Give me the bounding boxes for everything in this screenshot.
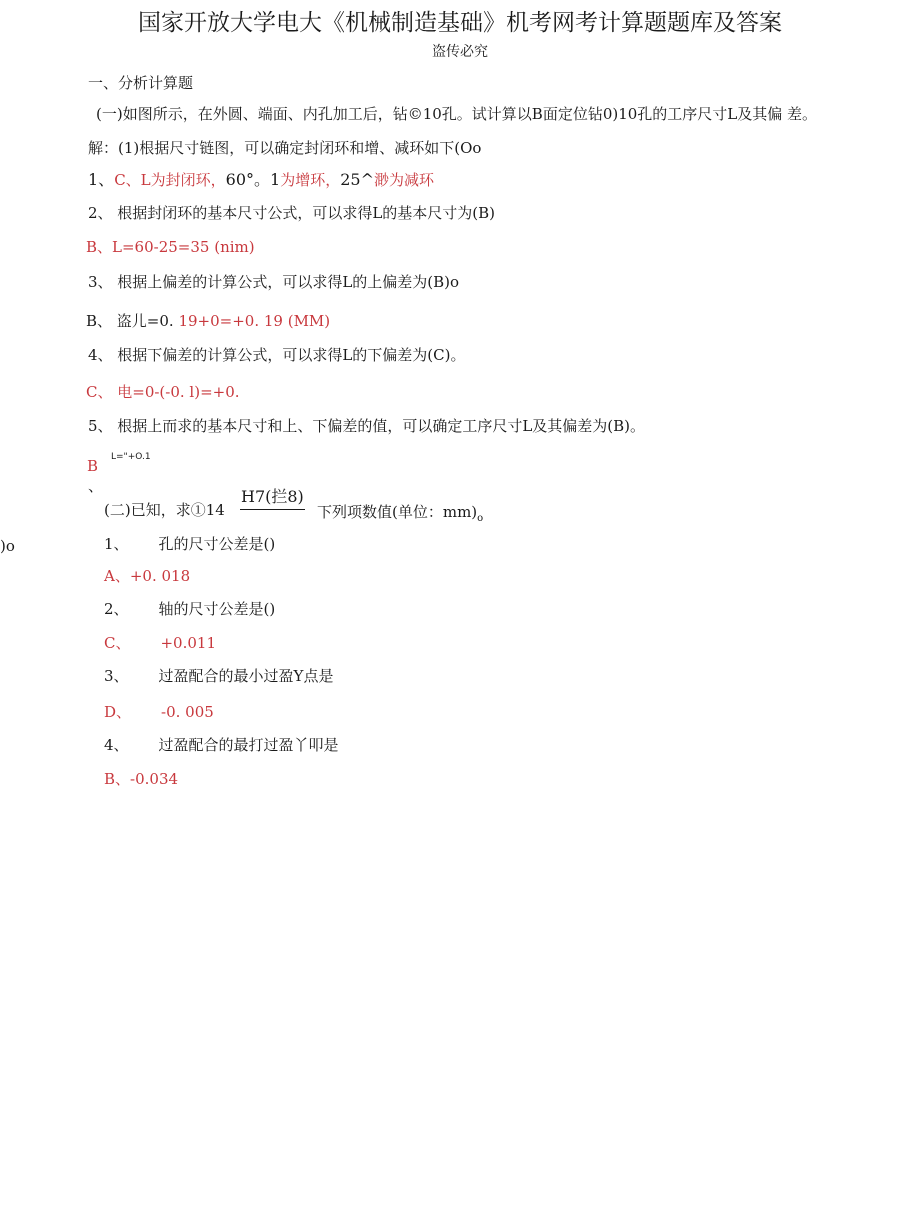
step-5: 5、 根据上而求的基本尺寸和上、下偏差的值，可以确定工序尺寸L及其偏差为(B)。 bbox=[88, 417, 646, 435]
step-5-answer-mark: 、 bbox=[88, 477, 104, 495]
sub-question-4-number: 4、 bbox=[104, 736, 129, 754]
sub-question-2-number: 2、 bbox=[104, 600, 129, 618]
step-3-answer-prefix: B、 盗儿=0. bbox=[86, 312, 174, 330]
sub-question-1-number: 1、 bbox=[104, 535, 129, 553]
step-1-number: 1、 bbox=[88, 170, 115, 189]
sub-answer-4-letter: B、 bbox=[104, 770, 131, 788]
step-2-answer: B、L=60-25=35 (nim) bbox=[86, 238, 255, 256]
sub-answer-3-letter: D、 bbox=[104, 703, 132, 721]
question-text: (一)如图所示，在外圆、端面、内孔加工后，钻©10孔。试计算以B面定位钻0)10孔的工序尺寸L及其偏 差。 bbox=[96, 105, 818, 123]
sub-answer-2 bbox=[104, 633, 216, 653]
sub-question-1-text: 孔的尺寸公差是() bbox=[158, 535, 276, 553]
step-1-answer-c: 为增环， bbox=[280, 171, 341, 189]
sub-question-3-number: 3、 bbox=[104, 667, 129, 685]
step-4: 4、 根据下偏差的计算公式，可以求得L的下偏差为(C)。 bbox=[88, 346, 466, 364]
step-4-answer-value: =0-(-0. l)=+0. bbox=[132, 383, 240, 401]
step-5-answer-formula: L="+O.1 bbox=[111, 452, 151, 462]
step-3-answer bbox=[86, 311, 330, 331]
section-2-intro-prefix: (二)已知，求①14 bbox=[104, 501, 225, 519]
solution-intro: 解：(1)根据尺寸链图，可以确定封闭环和增、减环如下(Oo bbox=[88, 139, 482, 157]
step-1-answer-a: C、L为封闭环， bbox=[114, 171, 226, 189]
fit-fraction: H7(拦8) bbox=[240, 487, 305, 510]
step-1-answer-b: 60°。1 bbox=[225, 170, 281, 189]
sub-question-1 bbox=[104, 534, 275, 554]
section-heading: 一、分析计算题 bbox=[88, 74, 194, 92]
sub-answer-2-letter: C、 bbox=[104, 634, 131, 652]
step-1-answer-e: 渺为减环 bbox=[373, 171, 434, 189]
section-2-intro-end: o bbox=[477, 513, 484, 524]
step-1-answer-d: 25^ bbox=[340, 170, 374, 189]
step-5-answer-letter: B bbox=[87, 457, 99, 475]
sub-question-4-text: 过盈配合的最打过盈丫叩是 bbox=[158, 736, 339, 754]
sub-question-3 bbox=[104, 666, 333, 686]
page-title: 国家开放大学电大《机械制造基础》机考网考计算题题库及答案 bbox=[138, 10, 782, 36]
sub-answer-4 bbox=[104, 769, 178, 789]
step-4-answer bbox=[86, 382, 240, 402]
sub-question-3-text: 过盈配合的最小过盈Y点是 bbox=[158, 667, 334, 685]
sub-answer-1-letter: A、 bbox=[104, 567, 130, 585]
step-1 bbox=[88, 170, 434, 190]
section-2-intro-suffix bbox=[317, 502, 483, 529]
sub-answer-3-value: -0. 005 bbox=[161, 703, 214, 721]
sub-question-2 bbox=[104, 599, 275, 619]
sub-answer-3 bbox=[104, 702, 214, 722]
sub-question-4 bbox=[104, 735, 339, 755]
sub-answer-2-value: +0.011 bbox=[160, 634, 216, 652]
step-4-answer-prefix: C、 电 bbox=[86, 383, 133, 401]
margin-note: )o bbox=[0, 537, 15, 555]
sub-question-2-text: 轴的尺寸公差是() bbox=[158, 600, 276, 618]
sub-answer-4-value: -0.034 bbox=[130, 770, 179, 788]
sub-answer-1-value: +0. 018 bbox=[129, 567, 191, 585]
page-subtitle: 盗传必究 bbox=[432, 44, 488, 60]
step-3: 3、 根据上偏差的计算公式，可以求得L的上偏差为(B)o bbox=[88, 273, 460, 291]
step-2: 2、 根据封闭环的基本尺寸公式，可以求得L的基本尺寸为(B) bbox=[88, 204, 496, 222]
section-2-intro-text: 下列项数值(单位：mm) bbox=[317, 503, 478, 521]
step-3-answer-value: 19+0=+0. 19 (MM) bbox=[178, 312, 331, 330]
sub-answer-1 bbox=[104, 566, 190, 586]
